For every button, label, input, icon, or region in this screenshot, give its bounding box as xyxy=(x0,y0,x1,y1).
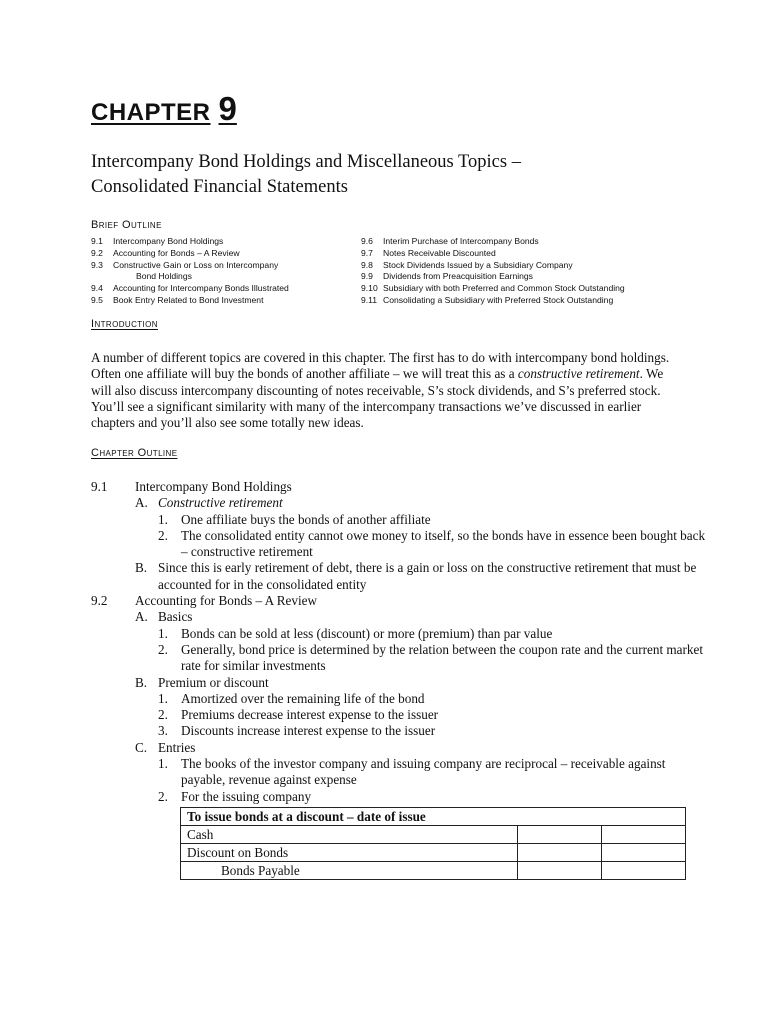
table-row xyxy=(181,826,686,844)
chapter-title-line2: Consolidated Financial Statements xyxy=(91,177,348,197)
outline-item: 9.6 Interim Purchase of Intercompany Bonds xyxy=(361,236,539,246)
outline-subpoint: 2. For the issuing company xyxy=(158,788,312,804)
credit-cell xyxy=(601,844,685,862)
introduction-heading: Introduction xyxy=(91,318,158,330)
chapter-heading xyxy=(91,90,237,128)
brief-outline-heading: Brief Outline xyxy=(91,219,162,231)
outline-subpoint: 2. The consolidated entity cannot owe money to itself, so the bonds have in essence been bought back – constructive retirement xyxy=(158,527,706,560)
outline-item: 9.2 Accounting for Bonds – A Review xyxy=(91,247,240,258)
outline-point: A. Basics xyxy=(135,609,193,625)
chapter-title xyxy=(91,150,711,200)
outline-subpoint: 1. One affiliate buys the bonds of another affiliate xyxy=(158,511,431,527)
chapter-outline-heading: Chapter Outline xyxy=(91,447,178,459)
outline-subpoint: 2. Generally, bond price is determined by the relation between the coupon rate and the current market rate for similar investments xyxy=(158,641,704,674)
chapter-title-line1: Intercompany Bond Holdings and Miscellaneous Topics – xyxy=(91,152,521,172)
outline-section-9-2: 9.2 Accounting for Bonds – A Review xyxy=(91,593,318,609)
outline-point: C. Entries xyxy=(135,739,196,755)
chapter-outline xyxy=(91,479,711,805)
introduction-paragraph: A number of different topics are covered in this chapter. The first has to do with intercompany bond holdings. Often one affiliate will buy the bonds of another affiliate – we will treat this as a constructive retirement. We will also discuss intercompany discounting of notes receivable, S’s stock dividends, and S’s preferred stock. You’ll see a significant similarity with many of the intercompany transactions we’ve discussed in earlier chapters and you’ll also see some totally new ideas. xyxy=(91,350,670,431)
journal-entry-table xyxy=(180,807,686,880)
outline-point: B. Since this is early retirement of debt, there is a gain or loss on the constructive retirement that must be accounted for in the consolidated entity xyxy=(135,560,697,592)
outline-point: B. Premium or discount xyxy=(135,674,269,690)
outline-subpoint: 2. Premiums decrease interest expense to the issuer xyxy=(158,707,439,723)
table-row xyxy=(181,862,686,880)
outline-subpoint: 3. Discounts increase interest expense to the issuer xyxy=(158,723,436,739)
debit-cell xyxy=(517,862,601,880)
outline-item: 9.4 Accounting for Intercompany Bonds Illustrated xyxy=(91,283,289,294)
account-cell: Cash xyxy=(181,826,518,844)
brief-outline-left xyxy=(91,236,351,307)
outline-subpoint: 1. Bonds can be sold at less (discount) or more (premium) than par value xyxy=(158,625,553,641)
outline-item: 9.10 Subsidiary with both Preferred and Common Stock Outstanding xyxy=(361,283,625,294)
table-header-row xyxy=(181,808,686,826)
outline-item: 9.7 Notes Receivable Discounted xyxy=(361,247,496,258)
outline-item: 9.8 Stock Dividends Issued by a Subsidiary Company xyxy=(361,259,573,270)
outline-subpoint: 1. The books of the investor company and issuing company are reciprocal – receivable against payable, revenue against expense xyxy=(158,756,666,788)
table-header-cell: To issue bonds at a discount – date of issue xyxy=(181,808,686,826)
outline-item-continuation: Bond Holdings xyxy=(136,271,192,282)
outline-section-9-1: 9.1 Intercompany Bond Holdings xyxy=(91,479,292,494)
outline-item: 9.5 Book Entry Related to Bond Investment xyxy=(91,294,264,305)
emphasis-term: constructive retirement xyxy=(517,366,640,382)
credit-cell xyxy=(601,862,685,880)
outline-subpoint: 1. Amortized over the remaining life of the bond xyxy=(158,690,425,706)
account-cell: Bonds Payable xyxy=(181,862,518,880)
outline-item: 9.3 Constructive Gain or Loss on Intercompany xyxy=(91,259,279,270)
outline-item: 9.9 Dividends from Preacquisition Earnings xyxy=(361,271,533,282)
brief-outline-right xyxy=(361,236,701,307)
outline-item: 9.11 Consolidating a Subsidiary with Preferred Stock Outstanding xyxy=(361,294,614,305)
account-cell: Discount on Bonds xyxy=(181,844,518,862)
table-row xyxy=(181,844,686,862)
outline-item: 9.1 Intercompany Bond Holdings xyxy=(91,236,224,246)
chapter-word: CHAPTER xyxy=(91,99,211,126)
chapter-number: 9 xyxy=(218,90,237,127)
outline-point: A. Constructive retirement xyxy=(135,495,283,511)
credit-cell xyxy=(601,826,685,844)
debit-cell xyxy=(517,826,601,844)
debit-cell xyxy=(517,844,601,862)
